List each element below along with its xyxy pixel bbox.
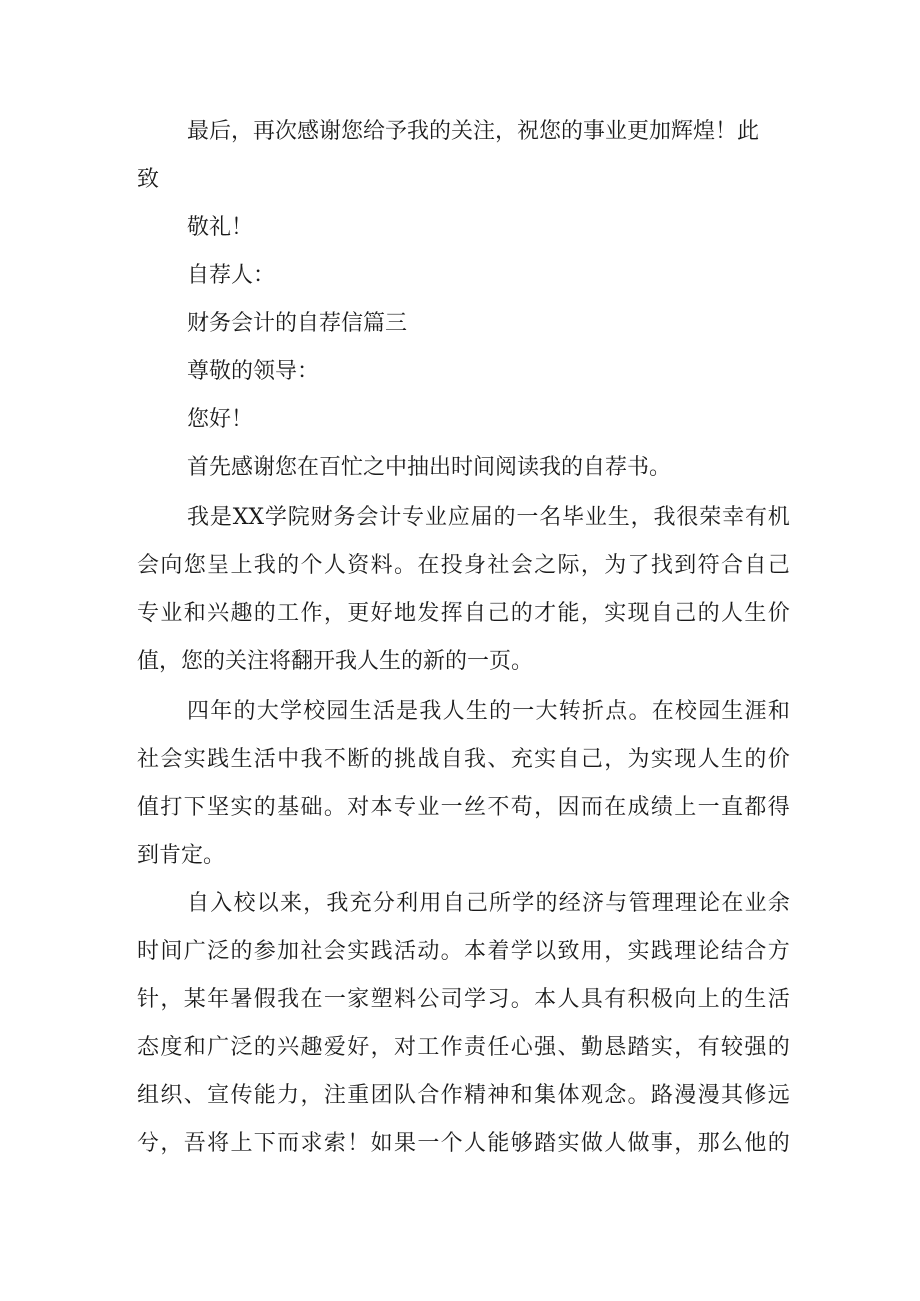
paragraph-line: 兮 ， 吾 将 上 下 而 求 索 ！ 如 果 一 个 人 能 够 踏 实 做 人 做 事 ， 那 么 他 的 bbox=[137, 1131, 790, 1156]
paragraph-line: 四 年 的 大 学 校 园 生 活 是 我 人 生 的 一 大 转 折 点 。 在 校 园 生 涯 和 bbox=[187, 699, 790, 724]
section-title: 财务会计的自荐信篇三 bbox=[187, 311, 408, 336]
signature-line: 自荐人： bbox=[187, 263, 276, 288]
paragraph-line: 组 织 、 宣 传 能 力 ， 注 重 团 队 合 作 精 神 和 集 体 观 念 。 路 漫 漫 其 修 远 bbox=[137, 1083, 790, 1108]
paragraph-line: 到肯定。 bbox=[137, 843, 226, 868]
paragraph-closing-line: 最后，再次感谢您给予我的关注，祝您的事业更加辉煌！此 bbox=[187, 119, 760, 144]
paragraph-line: 专 业 和 兴 趣 的 工 作 ， 更 好 地 发 挥 自 己 的 才 能 ， 实 现 自 己 的 人 生 价 bbox=[137, 601, 790, 626]
paragraph-closing-line: 致 bbox=[137, 167, 160, 192]
paragraph-line: 时 间 广 泛 的 参 加 社 会 实 践 活 动 。 本 着 学 以 致 用 ， 实 践 理 论 结 合 方 bbox=[137, 939, 790, 964]
paragraph-line: 值，您的关注将翻开我人生的新的一页。 bbox=[137, 649, 534, 674]
paragraph-line: 社 会 实 践 生 活 中 我 不 断 的 挑 战 自 我 、 充 实 自 己 ， 为 实 现 人 生 的 价 bbox=[137, 747, 790, 772]
paragraph-line: 会 向 您 呈 上 我 的 个 人 资 料 。 在 投 身 社 会 之 际 ， 为 了 找 到 符 合 自 己 bbox=[137, 553, 790, 578]
paragraph-line: 我 是 XX 学 院 财 务 会 计 专 业 应 届 的 一 名 毕 业 生 ， 我 很 荣 幸 有 机 bbox=[187, 505, 790, 530]
paragraph-line: 针 ， 某 年 暑 假 我 在 一 家 塑 料 公 司 学 习 。 本 人 具 有 积 极 向 上 的 生 活 bbox=[137, 987, 790, 1012]
paragraph-line: 自 入 校 以 来 ， 我 充 分 利 用 自 己 所 学 的 经 济 与 管 理 理 论 在 业 余 bbox=[187, 891, 790, 916]
greeting-line: 尊敬的领导： bbox=[187, 359, 320, 384]
paragraph-line: 值 打 下 坚 实 的 基 础 。 对 本 专 业 一 丝 不 苟 ， 因 而 在 成 绩 上 一 直 都 得 bbox=[137, 795, 790, 820]
paragraph-line: 首先感谢您在百忙之中抽出时间阅读我的自荐书。 bbox=[187, 455, 672, 480]
paragraph-line: 态 度 和 广 泛 的 兴 趣 爱 好 ， 对 工 作 责 任 心 强 、 勤 恳 踏 实 ， 有 较 强 的 bbox=[137, 1035, 790, 1060]
salutation-line: 敬礼！ bbox=[187, 215, 254, 240]
greeting-line: 您好！ bbox=[187, 407, 254, 432]
